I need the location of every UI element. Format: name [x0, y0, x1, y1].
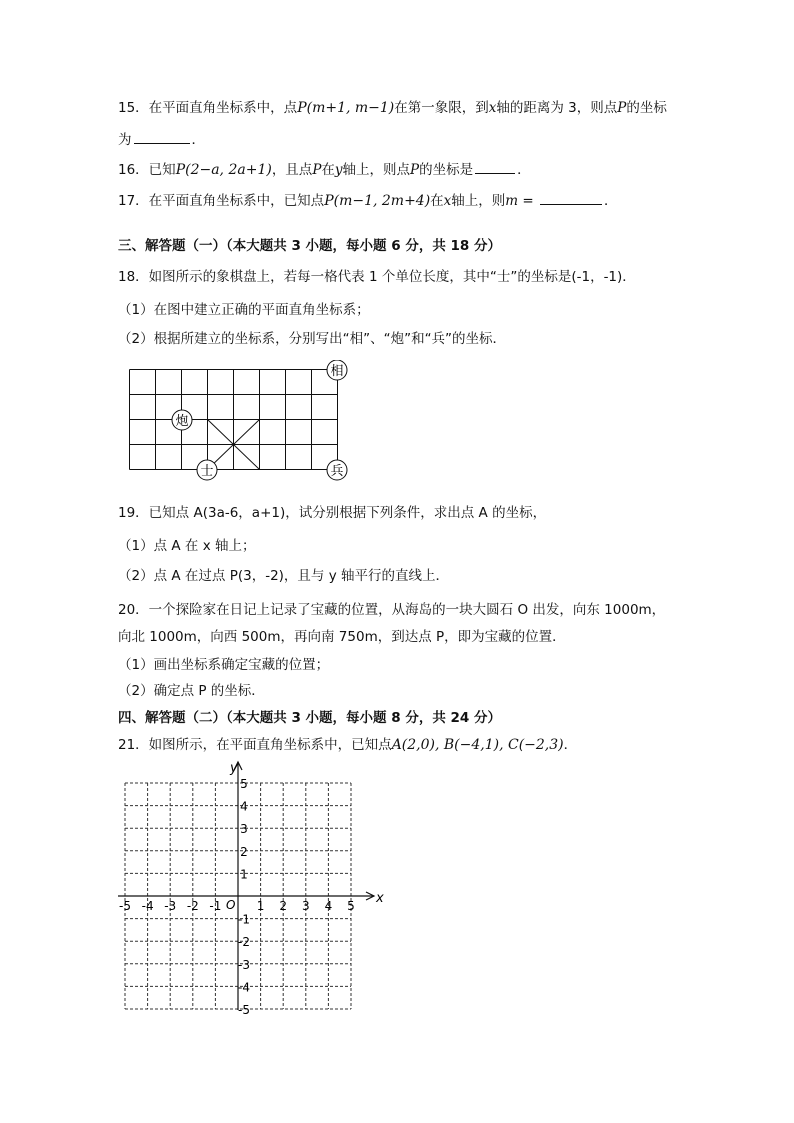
q16-mid3: 轴上，则点 [342, 162, 411, 178]
q16-mid: ，且点 [271, 162, 313, 178]
q16-pname: P [312, 162, 322, 178]
q18-part1: （1）在图中建立正确的平面直角坐标系； [118, 302, 370, 318]
origin-label: O [226, 898, 236, 912]
piece-xiang-label: 相 [330, 364, 344, 379]
q15-point: P(m+1, m−1) [297, 100, 395, 116]
y-tick-label: -3 [238, 957, 250, 972]
piece-shi [197, 460, 217, 480]
q19-point: A(3a-6，a+1) [193, 505, 286, 521]
x-tick-label: 3 [301, 899, 310, 913]
y-tick-label: -1 [238, 912, 250, 927]
q15-post2: 的坐标 [626, 100, 667, 116]
q21-end: ． [563, 737, 578, 753]
q15-axis: x [488, 100, 497, 116]
y-tick-label: -4 [238, 980, 250, 995]
q17-point: P(m−1, 2m+4) [324, 193, 431, 209]
q15-post: 轴的距离为 3，则点 [496, 100, 618, 116]
q16-line [118, 159, 531, 180]
chess-board [120, 360, 360, 482]
board-grid [130, 370, 338, 470]
q21-stem [118, 735, 577, 755]
q19-pre: 19．已知点 [118, 505, 194, 521]
piece-bing [327, 460, 347, 480]
q19-part2: （2）点 A 在过点 P(3，-2)，且与 y 轴平行的直线上． [118, 568, 449, 584]
y-tick-label: -2 [238, 935, 250, 950]
q21-points: A(2,0), B(−4,1), C(−2,3) [391, 737, 564, 753]
x-tick-label: -2 [186, 899, 199, 913]
y-tick-label: 2 [240, 844, 248, 859]
y-tick-label: -5 [238, 1003, 250, 1014]
q16-post: 的坐标是 [419, 162, 474, 178]
q18-part2: （2）根据所建立的坐标系，分别写出“相”、“炮”和“兵”的坐标． [118, 331, 507, 347]
y-axis-label: y [230, 761, 238, 776]
q17-post: 轴上，则 [451, 193, 506, 209]
piece-xiang [327, 360, 347, 380]
x-tick-label: 2 [279, 899, 288, 913]
q17-var: m [505, 193, 519, 209]
q19-part1: （1）点 A 在 x 轴上； [118, 538, 256, 554]
section3-title: 三、解答题（一）（本大题共 3 小题，每小题 6 分，共 18 分） [118, 238, 502, 254]
y-tick-label: 5 [240, 777, 248, 791]
q16-point: P(2−a, 2a+1) [175, 162, 272, 178]
q17-end: ． [604, 193, 618, 209]
q16-answer-blank[interactable] [475, 159, 515, 174]
q20-part1: （1）画出坐标系确定宝藏的位置； [118, 657, 330, 673]
q15-line2-text: 为 [118, 132, 132, 148]
piece-shi-label: 士 [200, 464, 214, 479]
q17-line [118, 190, 618, 211]
q15-pname: P [617, 100, 627, 116]
q17-pre: 17．在平面直角坐标系中，已知点 [118, 193, 325, 209]
piece-bing-label: 兵 [330, 464, 344, 479]
q20-line1: 20．一个探险家在日记上记录了宝藏的位置，从海岛的一块大圆石 O 出发，向东 1000m， [118, 602, 666, 618]
x-tick-label: -1 [209, 899, 222, 913]
q16-pre: 16．已知 [118, 162, 176, 178]
q17-axis: x [443, 193, 452, 209]
q16-axis: y [334, 162, 343, 178]
y-tick-label: 4 [240, 799, 248, 814]
x-tick-label: 4 [324, 899, 333, 913]
q15-pre: 15．在平面直角坐标系中，点 [118, 100, 298, 116]
q15-line1 [118, 98, 667, 118]
q15-end: ． [191, 132, 205, 148]
q15-answer-blank[interactable] [134, 129, 190, 144]
x-tick-labels [119, 899, 355, 913]
y-tick-label: 3 [240, 822, 248, 837]
x-tick-label: 1 [256, 899, 265, 913]
q19-stem [118, 503, 546, 523]
q16-end: ． [517, 162, 531, 178]
x-tick-label: 5 [347, 899, 355, 913]
q16-pname2: P [410, 162, 420, 178]
q17-eq: = [518, 193, 539, 209]
q20-line2: 向北 1000m，向西 500m，再向南 750m，到达点 P，即为宝藏的位置． [118, 629, 566, 645]
x-tick-label: -4 [141, 899, 154, 913]
x-axis [118, 892, 374, 900]
y-tick-label: 1 [240, 867, 248, 882]
piece-pao-label: 炮 [175, 414, 189, 429]
piece-pao [172, 410, 192, 430]
q19-post: ，试分别根据下列条件，求出点 A 的坐标， [285, 505, 547, 521]
q15-line2 [118, 129, 205, 150]
x-tick-label: -3 [164, 899, 177, 913]
q18-stem: 18．如图所示的象棋盘上，若每一格代表 1 个单位长度，其中“士”的坐标是(-1，-1)． [118, 269, 636, 285]
q21-pre: 21．如图所示，在平面直角坐标系中，已知点 [118, 737, 392, 753]
q15-mid: 在第一象限，到 [394, 100, 489, 116]
x-axis-label: x [376, 891, 384, 906]
q16-mid2: 在 [321, 162, 335, 178]
q17-answer-blank[interactable] [540, 190, 602, 205]
coordinate-grid [112, 758, 392, 1014]
x-tick-label: -5 [119, 899, 131, 913]
q20-part2: （2）确定点 P 的坐标． [118, 683, 265, 699]
section4-title: 四、解答题（二）（本大题共 3 小题，每小题 8 分，共 24 分） [118, 710, 502, 726]
q17-mid: 在 [430, 193, 444, 209]
